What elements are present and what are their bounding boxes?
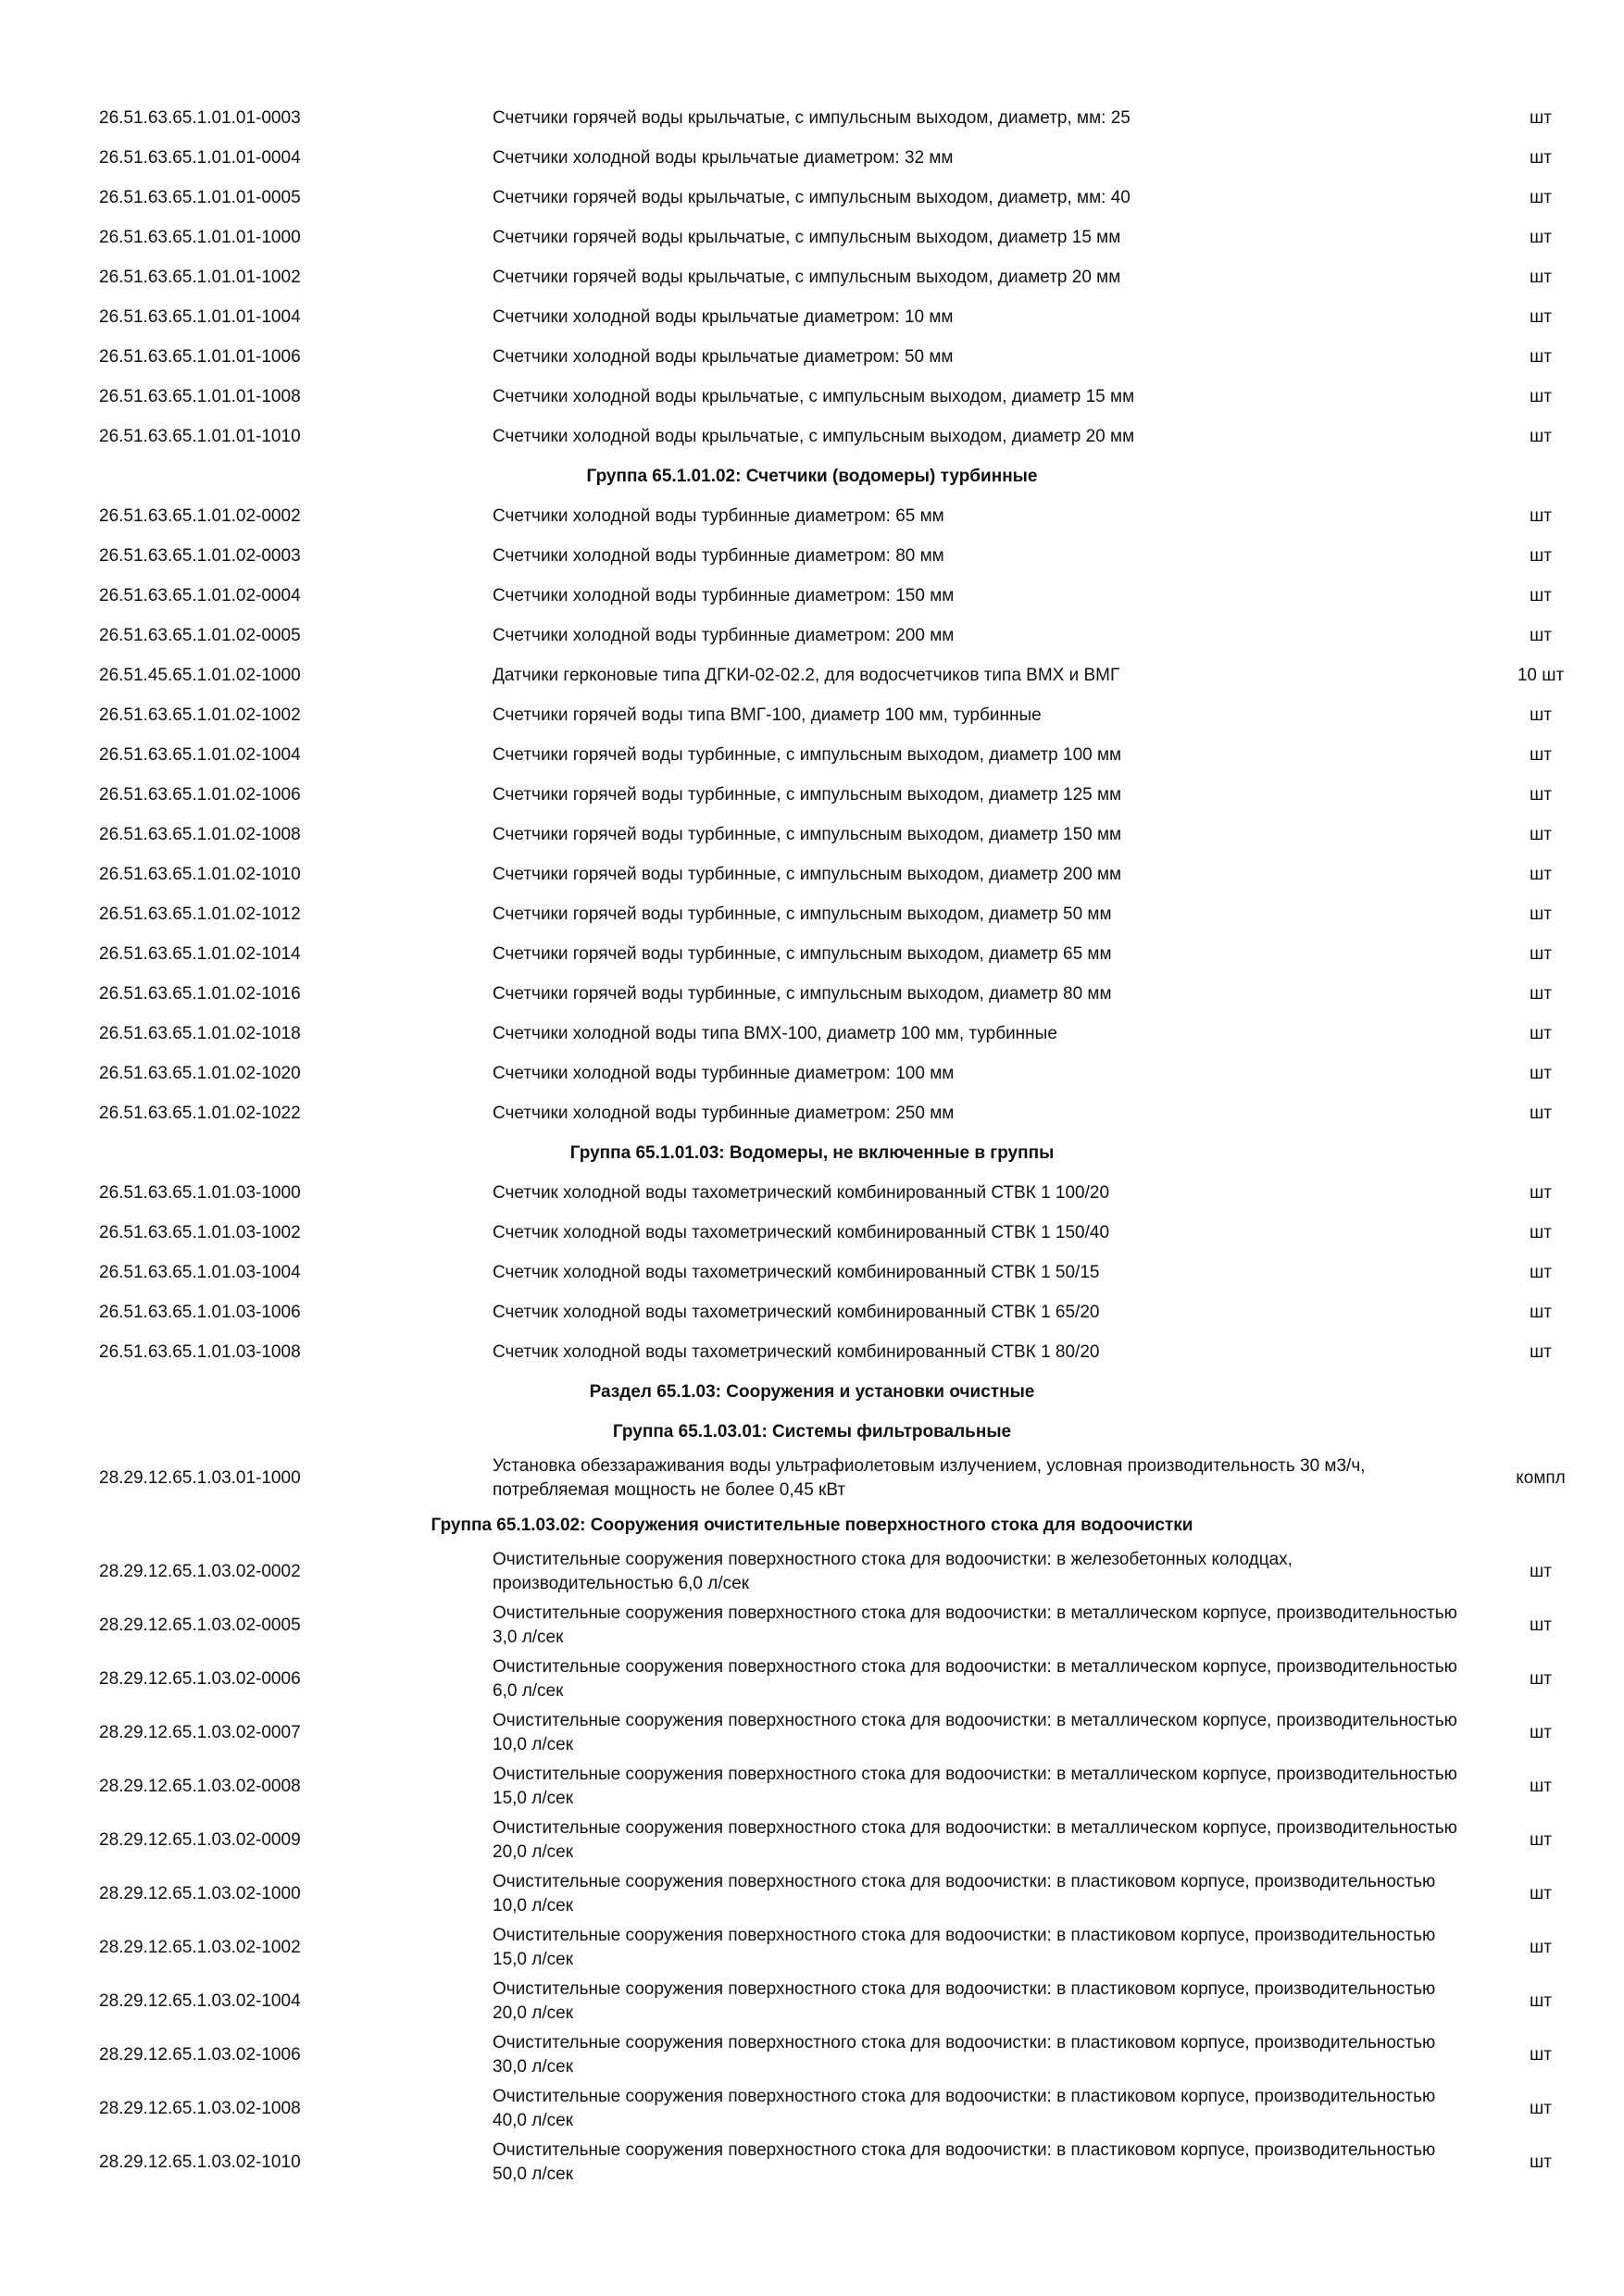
- row-unit: шт: [1530, 983, 1552, 1004]
- row-name: Счетчики горячей воды крыльчатые, с импульсным выходом, диаметр 15 мм: [493, 227, 1121, 247]
- row-name: Счетчики холодной воды турбинные диаметром: 250 мм: [493, 1103, 955, 1123]
- table-row: [0, 257, 1624, 297]
- row-name: Счетчики горячей воды турбинные, с импульсным выходом, диаметр 125 мм: [493, 784, 1122, 805]
- row-name: Счетчики горячей воды турбинные, с импульсным выходом, диаметр 100 мм: [493, 744, 1122, 765]
- row-unit: шт: [1530, 227, 1552, 247]
- row-code: 28.29.12.65.1.03.02-0009: [99, 1830, 301, 1850]
- row-code: 26.51.63.65.1.01.01-0005: [99, 187, 301, 207]
- table-row: [0, 1014, 1624, 1054]
- table-row: [0, 2028, 1624, 2082]
- table-row: [0, 1054, 1624, 1093]
- table-row: [0, 1760, 1624, 1814]
- row-code: 26.51.63.65.1.01.02-1012: [99, 904, 301, 924]
- row-code: 28.29.12.65.1.03.02-1010: [99, 2152, 301, 2172]
- row-code: 28.29.12.65.1.03.02-0007: [99, 1723, 301, 1742]
- row-unit: шт: [1530, 386, 1552, 406]
- row-code: 26.51.63.65.1.01.03-1006: [99, 1302, 301, 1322]
- row-name: Счетчик холодной воды тахометрический комбинированный СТВК 1 50/15: [493, 1262, 1100, 1282]
- row-unit: шт: [1530, 505, 1552, 526]
- row-unit: шт: [1530, 1562, 1552, 1581]
- row-unit: шт: [1530, 1616, 1552, 1635]
- row-name: Очистительные сооружения поверхностного стока для водоочистки: в металлическом корпусе, производительностью 6,0 л/сек: [493, 1657, 1457, 1701]
- table-row: [0, 218, 1624, 257]
- row-name: Очистительные сооружения поверхностного стока для водоочистки: в пластиковом корпусе, производительностью 15,0 л/сек: [493, 1926, 1436, 1969]
- row-unit: шт: [1530, 2099, 1552, 2118]
- row-name: Установка обеззараживания воды ультрафиолетовым излучением, условная производительность 30 м3/ч, потребляемая мощность не более 0,45 кВт: [493, 1456, 1366, 1500]
- row-code: 26.51.63.65.1.01.01-1010: [99, 426, 301, 446]
- row-unit: шт: [1530, 267, 1552, 287]
- row-name: Счетчики горячей воды турбинные, с импульсным выходом, диаметр 50 мм: [493, 904, 1112, 924]
- row-name: Счетчики холодной воды типа ВМХ-100, диаметр 100 мм, турбинные: [493, 1023, 1057, 1043]
- row-code: 26.51.63.65.1.01.02-0004: [99, 585, 301, 605]
- table-row: [0, 894, 1624, 934]
- table-row: [0, 735, 1624, 775]
- row-code: 26.51.63.65.1.01.02-1004: [99, 744, 301, 765]
- row-unit: шт: [1530, 1777, 1552, 1796]
- row-code: 28.29.12.65.1.03.02-1004: [99, 1991, 301, 2011]
- row-unit: шт: [1530, 864, 1552, 884]
- table-row: [0, 1093, 1624, 1133]
- row-unit: шт: [1530, 2152, 1552, 2172]
- row-unit: компл: [1516, 1468, 1566, 1488]
- row-unit: шт: [1530, 107, 1552, 128]
- row-unit: шт: [1530, 2045, 1552, 2065]
- row-name: Счетчики холодной воды крыльчатые, с импульсным выходом, диаметр 20 мм: [493, 426, 1135, 446]
- row-code: 28.29.12.65.1.03.02-0005: [99, 1616, 301, 1635]
- group-heading: Группа 65.1.03.01: Системы фильтровальные: [612, 1421, 1012, 1441]
- row-code: 26.51.63.65.1.01.01-1004: [99, 306, 301, 327]
- row-unit: 10 шт: [1517, 665, 1565, 685]
- row-name: Счетчики холодной воды крыльчатые диаметром: 50 мм: [493, 346, 954, 367]
- row-unit: шт: [1530, 705, 1552, 725]
- row-unit: шт: [1530, 1884, 1552, 1903]
- table-row: [0, 1867, 1624, 1921]
- table-row: [0, 695, 1624, 735]
- row-code: 26.51.63.65.1.01.02-1020: [99, 1063, 301, 1083]
- row-code: 28.29.12.65.1.03.02-1002: [99, 1938, 301, 1957]
- row-unit: шт: [1530, 306, 1552, 327]
- row-name: Очистительные сооружения поверхностного стока для водоочистки: в пластиковом корпусе, производительностью 10,0 л/сек: [493, 1872, 1436, 1915]
- table-row: [0, 1653, 1624, 1706]
- table-row: [0, 1706, 1624, 1760]
- row-name: Счетчики горячей воды турбинные, с импульсным выходом, диаметр 65 мм: [493, 943, 1112, 964]
- table-row: [0, 496, 1624, 536]
- row-unit: шт: [1530, 1023, 1552, 1043]
- row-unit: шт: [1530, 1302, 1552, 1322]
- row-name: Счетчики холодной воды турбинные диаметром: 150 мм: [493, 585, 955, 605]
- table-row: [0, 1332, 1624, 1372]
- table-row: [0, 1599, 1624, 1653]
- row-name: Очистительные сооружения поверхностного стока для водоочистки: в металлическом корпусе, производительностью 20,0 л/сек: [493, 1818, 1457, 1862]
- row-name: Счетчики горячей воды крыльчатые, с импульсным выходом, диаметр, мм: 40: [493, 187, 1131, 207]
- table-row: [0, 417, 1624, 456]
- row-unit: шт: [1530, 904, 1552, 924]
- table-row: [0, 2082, 1624, 2136]
- row-unit: шт: [1530, 545, 1552, 566]
- table-row: [0, 2136, 1624, 2190]
- row-unit: шт: [1530, 943, 1552, 964]
- table-row: [0, 1253, 1624, 1292]
- row-name: Счетчики горячей воды турбинные, с импульсным выходом, диаметр 200 мм: [493, 864, 1122, 884]
- table-row: [0, 1921, 1624, 1975]
- row-code: 26.51.45.65.1.01.02-1000: [99, 665, 301, 685]
- row-unit: шт: [1530, 1830, 1552, 1850]
- row-unit: шт: [1530, 147, 1552, 168]
- row-code: 28.29.12.65.1.03.02-0006: [99, 1669, 301, 1689]
- table-row: [0, 616, 1624, 655]
- row-code: 26.51.63.65.1.01.02-0005: [99, 625, 301, 645]
- table-row: [0, 855, 1624, 894]
- row-unit: шт: [1530, 784, 1552, 805]
- group-heading: Раздел 65.1.03: Сооружения и установки очистные: [589, 1381, 1035, 1402]
- row-code: 28.29.12.65.1.03.02-1008: [99, 2099, 301, 2118]
- row-name: Счетчики холодной воды крыльчатые диаметром: 10 мм: [493, 306, 954, 327]
- row-name: Очистительные сооружения поверхностного стока для водоочистки: в пластиковом корпусе, производительностью 40,0 л/сек: [493, 2087, 1436, 2130]
- table-row: [0, 576, 1624, 616]
- row-code: 28.29.12.65.1.03.01-1000: [99, 1468, 301, 1488]
- row-code: 26.51.63.65.1.01.02-0002: [99, 505, 301, 526]
- row-name: Очистительные сооружения поверхностного стока для водоочистки: в металлическом корпусе, производительностью 15,0 л/сек: [493, 1765, 1457, 1808]
- table-row: [0, 536, 1624, 576]
- table-row: [0, 1452, 1624, 1505]
- table-row: [0, 337, 1624, 377]
- group-heading: Группа 65.1.01.02: Счетчики (водомеры) турбинные: [586, 466, 1038, 486]
- row-code: 26.51.63.65.1.01.02-1006: [99, 784, 301, 805]
- table-row: [0, 1975, 1624, 2028]
- table-row: [0, 297, 1624, 337]
- row-code: 26.51.63.65.1.01.02-1002: [99, 705, 301, 725]
- row-code: 26.51.63.65.1.01.03-1004: [99, 1262, 301, 1282]
- row-name: Счетчики горячей воды крыльчатые, с импульсным выходом, диаметр, мм: 25: [493, 107, 1131, 128]
- row-unit: шт: [1530, 824, 1552, 844]
- table-row: [0, 655, 1624, 695]
- row-code: 26.51.63.65.1.01.01-1002: [99, 267, 301, 287]
- row-unit: шт: [1530, 744, 1552, 765]
- row-name: Очистительные сооружения поверхностного стока для водоочистки: в металлическом корпусе, производительностью 10,0 л/сек: [493, 1711, 1457, 1754]
- row-code: 26.51.63.65.1.01.01-0004: [99, 147, 301, 168]
- table-row: [0, 98, 1624, 138]
- row-unit: шт: [1530, 187, 1552, 207]
- row-name: Счетчики горячей воды типа ВМГ-100, диаметр 100 мм, турбинные: [493, 705, 1042, 725]
- row-name: Очистительные сооружения поверхностного стока для водоочистки: в металлическом корпусе, производительностью 3,0 л/сек: [493, 1603, 1457, 1647]
- row-unit: шт: [1530, 1182, 1552, 1203]
- table-row: [0, 1814, 1624, 1867]
- row-name: Счетчики горячей воды турбинные, с импульсным выходом, диаметр 150 мм: [493, 824, 1122, 844]
- row-unit: шт: [1530, 1063, 1552, 1083]
- row-name: Очистительные сооружения поверхностного стока для водоочистки: в пластиковом корпусе, производительностью 30,0 л/сек: [493, 2033, 1436, 2077]
- row-code: 28.29.12.65.1.03.02-0008: [99, 1777, 301, 1796]
- row-unit: шт: [1530, 1341, 1552, 1362]
- table-row: [0, 1213, 1624, 1253]
- row-name: Счетчики холодной воды крыльчатые, с импульсным выходом, диаметр 15 мм: [493, 386, 1135, 406]
- row-code: 26.51.63.65.1.01.02-1022: [99, 1103, 301, 1123]
- row-name: Счетчик холодной воды тахометрический комбинированный СТВК 1 65/20: [493, 1302, 1100, 1322]
- table-row: [0, 974, 1624, 1014]
- row-code: 26.51.63.65.1.01.02-1008: [99, 824, 301, 844]
- row-code: 26.51.63.65.1.01.01-1000: [99, 227, 301, 247]
- row-name: Датчики герконовые типа ДГКИ-02-02.2, для водосчетчиков типа ВМХ и ВМГ: [493, 665, 1120, 685]
- row-code: 26.51.63.65.1.01.02-1014: [99, 943, 301, 964]
- group-heading: Группа 65.1.03.02: Сооружения очистительные поверхностного стока для водоочистки: [431, 1515, 1193, 1535]
- row-name: Счетчики холодной воды турбинные диаметром: 100 мм: [493, 1063, 955, 1083]
- row-unit: шт: [1530, 1103, 1552, 1123]
- row-unit: шт: [1530, 346, 1552, 367]
- row-code: 26.51.63.65.1.01.02-1018: [99, 1023, 301, 1043]
- row-code: 26.51.63.65.1.01.01-1006: [99, 346, 301, 367]
- row-name: Очистительные сооружения поверхностного стока для водоочистки: в пластиковом корпусе, производительностью 20,0 л/сек: [493, 1979, 1436, 2023]
- row-code: 26.51.63.65.1.01.01-1008: [99, 386, 301, 406]
- table-row: [0, 1292, 1624, 1332]
- row-name: Счетчики холодной воды крыльчатые диаметром: 32 мм: [493, 147, 954, 168]
- table-row: [0, 934, 1624, 974]
- row-unit: шт: [1530, 426, 1552, 446]
- table-row: [0, 1545, 1624, 1599]
- row-name: Счетчики холодной воды турбинные диаметром: 65 мм: [493, 505, 944, 526]
- table-row: [0, 377, 1624, 417]
- row-code: 28.29.12.65.1.03.02-1000: [99, 1884, 301, 1903]
- row-name: Счетчик холодной воды тахометрический комбинированный СТВК 1 80/20: [493, 1341, 1100, 1362]
- row-code: 26.51.63.65.1.01.02-1016: [99, 983, 301, 1004]
- table-row: [0, 1173, 1624, 1213]
- row-code: 26.51.63.65.1.01.02-0003: [99, 545, 301, 566]
- row-code: 26.51.63.65.1.01.02-1010: [99, 864, 301, 884]
- row-code: 28.29.12.65.1.03.02-0002: [99, 1562, 301, 1581]
- row-code: 26.51.63.65.1.01.03-1008: [99, 1341, 301, 1362]
- row-unit: шт: [1530, 1723, 1552, 1742]
- row-name: Счетчик холодной воды тахометрический комбинированный СТВК 1 100/20: [493, 1182, 1110, 1203]
- row-code: 26.51.63.65.1.01.01-0003: [99, 107, 301, 128]
- table-row: [0, 178, 1624, 218]
- row-name: Счетчики горячей воды турбинные, с импульсным выходом, диаметр 80 мм: [493, 983, 1112, 1004]
- row-unit: шт: [1530, 1262, 1552, 1282]
- table-row: [0, 138, 1624, 178]
- row-unit: шт: [1530, 1669, 1552, 1689]
- row-name: Очистительные сооружения поверхностного стока для водоочистки: в пластиковом корпусе, производительностью 50,0 л/сек: [493, 2140, 1436, 2184]
- table-row: [0, 815, 1624, 855]
- row-unit: шт: [1530, 1222, 1552, 1242]
- row-code: 26.51.63.65.1.01.03-1002: [99, 1222, 301, 1242]
- row-name: Очистительные сооружения поверхностного стока для водоочистки: в железобетонных колодцах, производительностью 6,0 л/сек: [493, 1550, 1293, 1593]
- row-name: Счетчик холодной воды тахометрический комбинированный СТВК 1 150/40: [493, 1222, 1110, 1242]
- row-name: Счетчики холодной воды турбинные диаметром: 200 мм: [493, 625, 955, 645]
- row-name: Счетчики горячей воды крыльчатые, с импульсным выходом, диаметр 20 мм: [493, 267, 1121, 287]
- row-unit: шт: [1530, 585, 1552, 605]
- group-heading: Группа 65.1.01.03: Водомеры, не включенные в группы: [569, 1142, 1055, 1163]
- row-unit: шт: [1530, 1991, 1552, 2011]
- row-name: Счетчики холодной воды турбинные диаметром: 80 мм: [493, 545, 944, 566]
- table-row: [0, 775, 1624, 815]
- row-code: 26.51.63.65.1.01.03-1000: [99, 1182, 301, 1203]
- row-unit: шт: [1530, 625, 1552, 645]
- row-code: 28.29.12.65.1.03.02-1006: [99, 2045, 301, 2065]
- row-unit: шт: [1530, 1938, 1552, 1957]
